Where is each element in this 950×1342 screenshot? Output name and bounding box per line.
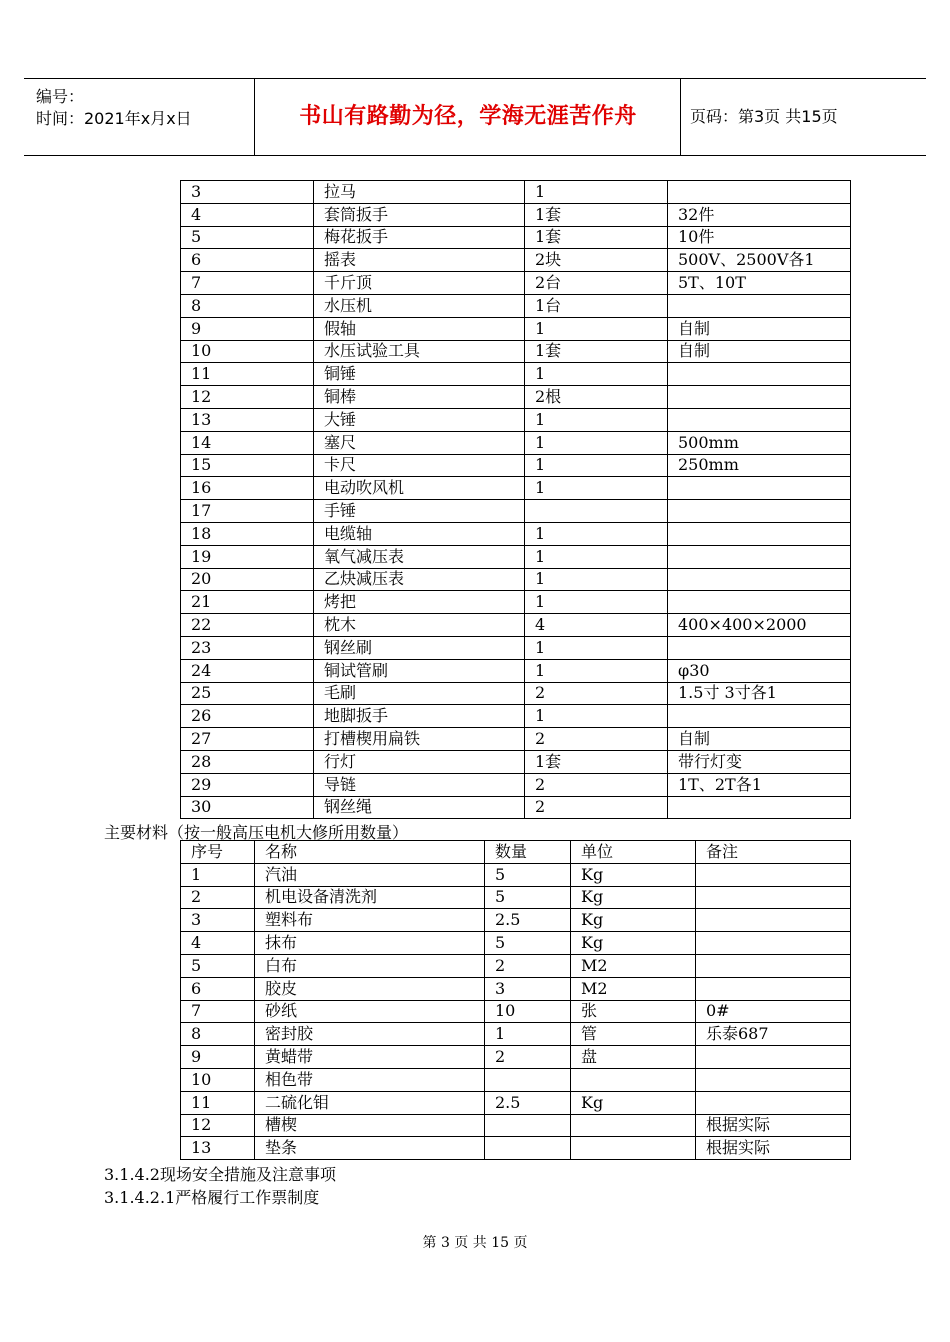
table-row <box>181 636 851 659</box>
table-cell: 4 <box>181 203 314 226</box>
table-row <box>181 522 851 545</box>
table-cell: 1 <box>525 545 668 568</box>
column-header: 序号 <box>181 841 255 864</box>
page-header <box>24 78 926 156</box>
table-row <box>181 181 851 204</box>
header-divider-left <box>254 78 255 156</box>
table-row <box>181 249 851 272</box>
table-cell: 根据实际 <box>696 1114 851 1137</box>
header-divider-right <box>680 78 681 156</box>
table-cell: 3 <box>485 977 571 1000</box>
table-cell <box>668 591 851 614</box>
table-cell: 套筒扳手 <box>314 203 525 226</box>
table-cell: 5 <box>181 954 255 977</box>
table-cell: 13 <box>181 1137 255 1160</box>
table-cell: 手锤 <box>314 500 525 523</box>
table-cell <box>571 1114 696 1137</box>
table-cell: 1T、2T各1 <box>668 773 851 796</box>
table-cell <box>668 477 851 500</box>
table-cell: Kg <box>571 886 696 909</box>
table-cell: 30 <box>181 796 314 819</box>
table-cell: 1 <box>181 863 255 886</box>
table-cell: 250mm <box>668 454 851 477</box>
table-cell: 2.5 <box>485 909 571 932</box>
table-cell: 5T、10T <box>668 272 851 295</box>
table-row <box>181 1114 851 1137</box>
table-row <box>181 386 851 409</box>
table-cell: 2 <box>525 796 668 819</box>
table-cell: 氧气减压表 <box>314 545 525 568</box>
tools-table <box>180 180 851 819</box>
table-cell: Kg <box>571 932 696 955</box>
table-cell: 电缆轴 <box>314 522 525 545</box>
table-cell <box>696 886 851 909</box>
table-cell: 乐泰687 <box>696 1023 851 1046</box>
table-row <box>181 591 851 614</box>
table-cell: M2 <box>571 954 696 977</box>
table-cell: 500V、2500V各1 <box>668 249 851 272</box>
table-cell: 22 <box>181 614 314 637</box>
table-cell: 钢丝刷 <box>314 636 525 659</box>
table-cell: 机电设备清洗剂 <box>255 886 485 909</box>
table-cell <box>571 1137 696 1160</box>
document-time-label: 时间：2021年x月x日 <box>36 109 192 128</box>
table-cell: 相色带 <box>255 1068 485 1091</box>
table-cell: 2 <box>525 728 668 751</box>
table-cell: 管 <box>571 1023 696 1046</box>
table-cell: 1 <box>525 477 668 500</box>
table-cell <box>696 932 851 955</box>
table-cell: 400×400×2000 <box>668 614 851 637</box>
table-cell: 5 <box>485 863 571 886</box>
table-row <box>181 954 851 977</box>
table-cell: 25 <box>181 682 314 705</box>
table-cell: 塞尺 <box>314 431 525 454</box>
table-cell: 铜锤 <box>314 363 525 386</box>
table-cell: M2 <box>571 977 696 1000</box>
table-cell: 1套 <box>525 750 668 773</box>
table-cell: 1套 <box>525 226 668 249</box>
table-cell: 10 <box>485 1000 571 1023</box>
table-cell: 2块 <box>525 249 668 272</box>
table-cell: 枕木 <box>314 614 525 637</box>
table-cell: 铜棒 <box>314 386 525 409</box>
table-cell: 1 <box>525 522 668 545</box>
table-cell: 1 <box>525 454 668 477</box>
table-cell: 垫条 <box>255 1137 485 1160</box>
table-row <box>181 886 851 909</box>
table-cell <box>668 408 851 431</box>
section-heading-3-1-4-2-1: 3.1.4.2.1严格履行工作票制度 <box>104 1188 320 1207</box>
table-cell <box>696 909 851 932</box>
table-row <box>181 203 851 226</box>
table-cell <box>696 863 851 886</box>
table-cell <box>696 1068 851 1091</box>
table-cell: 自制 <box>668 728 851 751</box>
table-cell: 胶皮 <box>255 977 485 1000</box>
table-cell <box>485 1137 571 1160</box>
table-row <box>181 477 851 500</box>
table-cell: Kg <box>571 863 696 886</box>
table-row <box>181 932 851 955</box>
table-cell: 乙炔减压表 <box>314 568 525 591</box>
table-cell: 白布 <box>255 954 485 977</box>
table-cell: 行灯 <box>314 750 525 773</box>
table-cell: 带行灯变 <box>668 750 851 773</box>
table-cell: Kg <box>571 909 696 932</box>
table-cell <box>668 545 851 568</box>
table-cell: 2 <box>181 886 255 909</box>
table-row <box>181 294 851 317</box>
table-cell: 2 <box>525 773 668 796</box>
table-cell <box>668 363 851 386</box>
table-row <box>181 796 851 819</box>
table-cell: 梅花扳手 <box>314 226 525 249</box>
table-cell: 12 <box>181 1114 255 1137</box>
table-row <box>181 568 851 591</box>
table-cell <box>668 522 851 545</box>
table-cell: 1 <box>525 363 668 386</box>
table-cell: 钢丝绳 <box>314 796 525 819</box>
table-cell: 自制 <box>668 317 851 340</box>
table-cell: 1 <box>525 568 668 591</box>
table-cell <box>571 1068 696 1091</box>
table-cell: 1 <box>525 181 668 204</box>
table-cell: 6 <box>181 977 255 1000</box>
table-cell: 塑料布 <box>255 909 485 932</box>
table-cell: 黄蜡带 <box>255 1046 485 1069</box>
table-cell: 1 <box>525 659 668 682</box>
table-cell: 拉马 <box>314 181 525 204</box>
table-row <box>181 1046 851 1069</box>
table-cell: 10 <box>181 340 314 363</box>
table-cell: 地脚扳手 <box>314 705 525 728</box>
table-cell: 1 <box>525 705 668 728</box>
table-cell: 抹布 <box>255 932 485 955</box>
table-cell: 15 <box>181 454 314 477</box>
column-header: 单位 <box>571 841 696 864</box>
table-cell: 1套 <box>525 203 668 226</box>
table-cell: 10件 <box>668 226 851 249</box>
table-cell: 汽油 <box>255 863 485 886</box>
table-cell: 2 <box>485 1046 571 1069</box>
table-row <box>181 728 851 751</box>
table-cell: 10 <box>181 1068 255 1091</box>
table-cell <box>696 1091 851 1114</box>
table-row <box>181 1000 851 1023</box>
materials-title: 主要材料（按一般高压电机大修所用数量） <box>104 823 409 842</box>
table-row <box>181 1091 851 1114</box>
table-row <box>181 614 851 637</box>
table-cell: 19 <box>181 545 314 568</box>
table-cell <box>668 500 851 523</box>
table-cell: 2根 <box>525 386 668 409</box>
table-cell: 水压试验工具 <box>314 340 525 363</box>
table-cell: 自制 <box>668 340 851 363</box>
table-cell <box>485 1114 571 1137</box>
table-cell: 3 <box>181 909 255 932</box>
table-cell: 5 <box>181 226 314 249</box>
table-cell: 11 <box>181 363 314 386</box>
table-cell <box>668 294 851 317</box>
table-cell: 9 <box>181 317 314 340</box>
table-cell: 4 <box>181 932 255 955</box>
table-cell <box>668 386 851 409</box>
table-cell: 1 <box>485 1023 571 1046</box>
table-cell <box>525 500 668 523</box>
table-row <box>181 909 851 932</box>
table-cell: 1 <box>525 636 668 659</box>
table-cell: 2台 <box>525 272 668 295</box>
table-cell: φ30 <box>668 659 851 682</box>
table-cell: 砂纸 <box>255 1000 485 1023</box>
table-cell: 1台 <box>525 294 668 317</box>
table-cell: 1 <box>525 317 668 340</box>
table-cell: 卡尺 <box>314 454 525 477</box>
table-row <box>181 659 851 682</box>
table-cell: 26 <box>181 705 314 728</box>
table-cell: 假轴 <box>314 317 525 340</box>
table-cell: 2 <box>485 954 571 977</box>
table-cell: 5 <box>485 886 571 909</box>
table-cell: 打槽楔用扁铁 <box>314 728 525 751</box>
table-cell: 29 <box>181 773 314 796</box>
table-cell: 烤把 <box>314 591 525 614</box>
column-header: 名称 <box>255 841 485 864</box>
document-number-label: 编号： <box>36 87 85 106</box>
table-cell: 24 <box>181 659 314 682</box>
column-header: 数量 <box>485 841 571 864</box>
table-row <box>181 705 851 728</box>
table-cell: 28 <box>181 750 314 773</box>
table-cell: 2 <box>525 682 668 705</box>
table-row <box>181 682 851 705</box>
page-footer: 第 3 页 共 15 页 <box>422 1235 528 1251</box>
section-heading-3-1-4-2: 3.1.4.2现场安全措施及注意事项 <box>104 1165 336 1184</box>
table-cell <box>668 796 851 819</box>
table-cell: 槽楔 <box>255 1114 485 1137</box>
table-cell <box>696 977 851 1000</box>
table-cell: 11 <box>181 1091 255 1114</box>
table-cell: 8 <box>181 1023 255 1046</box>
table-cell: 铜试管刷 <box>314 659 525 682</box>
table-row <box>181 1068 851 1091</box>
table-cell: 20 <box>181 568 314 591</box>
table-cell: 4 <box>525 614 668 637</box>
table-cell: 16 <box>181 477 314 500</box>
table-cell: 18 <box>181 522 314 545</box>
table-cell: 摇表 <box>314 249 525 272</box>
table-cell: 根据实际 <box>696 1137 851 1160</box>
table-cell: 27 <box>181 728 314 751</box>
table-cell: 8 <box>181 294 314 317</box>
table-cell: Kg <box>571 1091 696 1114</box>
table-cell: 大锤 <box>314 408 525 431</box>
table-cell: 17 <box>181 500 314 523</box>
column-header: 备注 <box>696 841 851 864</box>
table-cell: 500mm <box>668 431 851 454</box>
table-row <box>181 500 851 523</box>
table-cell <box>668 181 851 204</box>
table-cell <box>485 1068 571 1091</box>
table-cell: 7 <box>181 272 314 295</box>
table-cell: 9 <box>181 1046 255 1069</box>
table-cell <box>696 1046 851 1069</box>
table-cell: 盘 <box>571 1046 696 1069</box>
table-cell: 2.5 <box>485 1091 571 1114</box>
table-row <box>181 408 851 431</box>
table-cell: 3 <box>181 181 314 204</box>
table-row <box>181 750 851 773</box>
table-cell: 密封胶 <box>255 1023 485 1046</box>
table-cell: 32件 <box>668 203 851 226</box>
table-cell: 23 <box>181 636 314 659</box>
table-cell: 7 <box>181 1000 255 1023</box>
table-cell: 6 <box>181 249 314 272</box>
table-row <box>181 545 851 568</box>
table-cell: 导链 <box>314 773 525 796</box>
table-cell: 1套 <box>525 340 668 363</box>
table-cell: 1 <box>525 591 668 614</box>
table-cell: 张 <box>571 1000 696 1023</box>
table-header-row <box>181 841 851 864</box>
table-cell: 二硫化钼 <box>255 1091 485 1114</box>
table-cell <box>696 954 851 977</box>
table-row <box>181 1023 851 1046</box>
table-row <box>181 1137 851 1160</box>
table-row <box>181 977 851 1000</box>
table-cell: 1.5寸 3寸各1 <box>668 682 851 705</box>
table-row <box>181 272 851 295</box>
table-row <box>181 317 851 340</box>
header-page-info: 页码：第3页 共15页 <box>690 107 838 126</box>
table-row <box>181 363 851 386</box>
table-cell: 1 <box>525 431 668 454</box>
table-cell: 5 <box>485 932 571 955</box>
table-cell: 13 <box>181 408 314 431</box>
table-cell <box>668 636 851 659</box>
table-row <box>181 431 851 454</box>
table-cell: 14 <box>181 431 314 454</box>
table-cell <box>668 568 851 591</box>
table-cell: 毛刷 <box>314 682 525 705</box>
materials-table <box>180 840 851 1160</box>
table-row <box>181 226 851 249</box>
table-cell: 千斤顶 <box>314 272 525 295</box>
header-motto: 书山有路勤为径，学海无涯苦作舟 <box>299 104 637 129</box>
table-row <box>181 454 851 477</box>
table-row <box>181 340 851 363</box>
table-cell: 12 <box>181 386 314 409</box>
table-cell: 1 <box>525 408 668 431</box>
table-cell: 水压机 <box>314 294 525 317</box>
table-cell <box>668 705 851 728</box>
table-cell: 21 <box>181 591 314 614</box>
table-row <box>181 773 851 796</box>
table-row <box>181 863 851 886</box>
table-cell: 0# <box>696 1000 851 1023</box>
table-cell: 电动吹风机 <box>314 477 525 500</box>
